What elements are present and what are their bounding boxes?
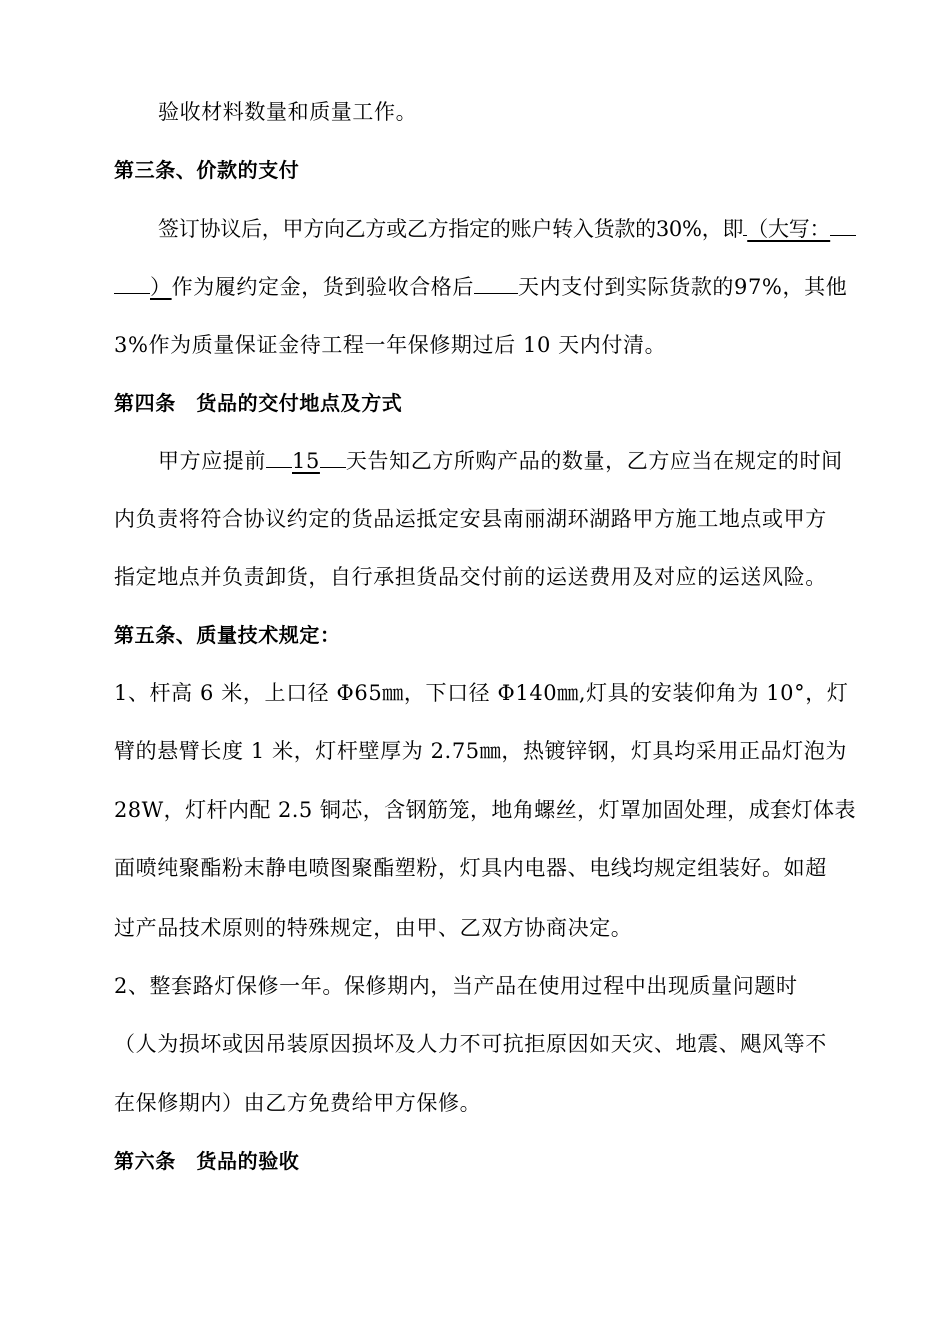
paragraph-line: [114, 330, 860, 360]
text-fragment: 97%，其他: [734, 275, 848, 299]
section-heading-5: [114, 620, 860, 650]
paragraph-line: [114, 1029, 860, 1059]
paragraph-line: [158, 445, 860, 476]
text-fragment: 面喷纯聚酯粉末静电喷图聚酯塑粉，灯具内电器、电线均规定组装好。如超: [114, 856, 827, 880]
section-heading-6: [114, 1146, 860, 1176]
paragraph-line: [114, 853, 860, 883]
underline-blank: [266, 445, 292, 468]
paragraph-line: [114, 971, 860, 1001]
paragraph-line: [114, 736, 860, 766]
text-fragment: 天内支付到实际货款的: [518, 275, 735, 299]
text-fragment: 甲方应提前: [158, 449, 266, 473]
heading-text: 第五条、质量技术规定：: [114, 623, 341, 647]
underline-blank: [320, 445, 346, 468]
paragraph-line: [114, 913, 860, 943]
underline-blank: [474, 271, 518, 294]
text-fragment: 指定地点并负责卸货，自行承担货品交付前的运送费用及对应的运送风险。: [114, 565, 827, 589]
underlined-text: ）: [150, 275, 172, 299]
section-heading-4: [114, 388, 860, 418]
heading-text: 第六条 货品的验收: [114, 1149, 300, 1173]
underline-blank: [114, 271, 150, 294]
paragraph-line: [114, 678, 860, 708]
text-fragment: 内负责将符合协议约定的货品运抵定安县南丽湖环湖路甲方施工地点或甲方: [114, 507, 827, 531]
underline-blank: [830, 213, 856, 236]
underlined-text: （大写：: [747, 217, 831, 241]
text-fragment: 过产品技术原则的特殊规定，由甲、乙双方协商决定。: [114, 916, 633, 940]
text-fragment: 3%作为质量保证金待工程一年保修期过后 10 天内付清。: [114, 333, 667, 357]
paragraph-line: [114, 562, 860, 592]
heading-text: 第四条 货品的交付地点及方式: [114, 391, 403, 415]
paragraph-line: [158, 213, 860, 244]
text-fragment: 1、杆高 6 米，上口径 Φ65㎜，下口径 Φ140㎜,灯具的安装仰角为 10°，灯: [114, 681, 849, 705]
text-fragment: 签订协议后，甲方向乙方或乙方指定的账户转入货款的: [158, 217, 656, 241]
paragraph-line: [158, 97, 860, 127]
paragraph-line: [114, 795, 860, 825]
text-fragment: 臂的悬臂长度 1 米，灯杆壁厚为 2.75㎜，热镀锌钢，灯具均采用正品灯泡为: [114, 739, 847, 763]
text-fragment: 在保修期内）由乙方免费给甲方保修。: [114, 1091, 482, 1115]
paragraph-line: [114, 504, 860, 534]
text-fragment: 30%，即: [655, 217, 744, 241]
section-heading-3: [114, 155, 860, 185]
text-fragment: 2、整套路灯保修一年。保修期内，当产品在使用过程中出现质量问题时: [114, 974, 798, 998]
text-fragment: 作为履约定金，货到验收合格后: [171, 275, 475, 299]
text-fragment: 验收材料数量和质量工作。: [158, 100, 418, 124]
text-fragment: （人为损坏或因吊装原因损坏及人力不可抗拒原因如天灾、地震、飓风等不: [114, 1032, 827, 1056]
heading-text: 第三条、价款的支付: [114, 158, 300, 182]
text-fragment: 28W，灯杆内配 2.5 铜芯，含钢筋笼，地角螺丝，灯罩加固处理，成套灯体表: [114, 798, 856, 822]
underlined-number: 15: [292, 449, 320, 473]
paragraph-line: [114, 271, 860, 302]
paragraph-line: [114, 1088, 860, 1118]
text-fragment: 天告知乙方所购产品的数量，乙方应当在规定的时间: [345, 449, 843, 473]
